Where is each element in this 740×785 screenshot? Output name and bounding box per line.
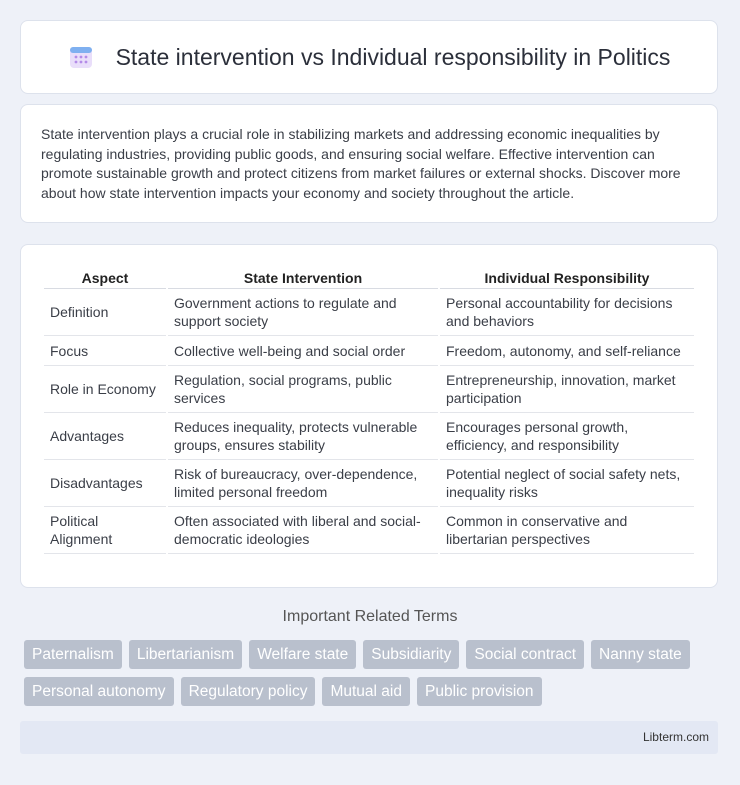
calendar-icon <box>68 44 94 70</box>
cell-state: Often associated with liberal and social-democratic ideologies <box>168 507 438 554</box>
tag-public-provision[interactable]: Public provision <box>417 677 542 706</box>
related-terms-list <box>24 640 724 706</box>
table-row <box>44 507 694 554</box>
cell-individual: Personal accountability for decisions and behaviors <box>440 289 694 336</box>
cell-aspect: Political Alignment <box>44 507 166 554</box>
table-row <box>44 289 694 336</box>
footer <box>20 721 718 754</box>
table-row <box>44 413 694 460</box>
tag-personal-autonomy[interactable]: Personal autonomy <box>24 677 174 706</box>
page-title: State intervention vs Individual responsibility in Politics <box>115 43 671 70</box>
cell-state: Collective well-being and social order <box>168 336 438 366</box>
cell-individual: Freedom, autonomy, and self-reliance <box>440 336 694 366</box>
header-state-intervention: State Intervention <box>168 263 438 289</box>
header-individual-responsibility: Individual Responsibility <box>440 263 694 289</box>
cell-aspect: Disadvantages <box>44 460 166 507</box>
tag-subsidiarity[interactable]: Subsidiarity <box>363 640 459 669</box>
tag-mutual-aid[interactable]: Mutual aid <box>322 677 410 706</box>
tag-regulatory-policy[interactable]: Regulatory policy <box>181 677 316 706</box>
tag-social-contract[interactable]: Social contract <box>466 640 584 669</box>
table-row <box>44 366 694 413</box>
cell-individual: Common in conservative and libertarian perspectives <box>440 507 694 554</box>
cell-state: Reduces inequality, protects vulnerable groups, ensures stability <box>168 413 438 460</box>
header-card <box>20 20 718 94</box>
cell-aspect: Advantages <box>44 413 166 460</box>
tag-libertarianism[interactable]: Libertarianism <box>129 640 242 669</box>
cell-individual: Encourages personal growth, efficiency, and responsibility <box>440 413 694 460</box>
cell-aspect: Role in Economy <box>44 366 166 413</box>
related-terms-title: Important Related Terms <box>282 608 458 625</box>
cell-individual: Potential neglect of social safety nets, inequality risks <box>440 460 694 507</box>
table-row <box>44 336 694 366</box>
tag-nanny-state[interactable]: Nanny state <box>591 640 690 669</box>
cell-state: Government actions to regulate and support society <box>168 289 438 336</box>
footer-site-link[interactable]: Libterm.com <box>642 730 709 744</box>
cell-aspect: Definition <box>44 289 166 336</box>
cell-state: Risk of bureaucracy, over-dependence, limited personal freedom <box>168 460 438 507</box>
header-aspect: Aspect <box>44 263 166 289</box>
table-row <box>44 460 694 507</box>
tag-paternalism[interactable]: Paternalism <box>24 640 122 669</box>
comparison-table <box>42 263 696 554</box>
cell-individual: Entrepreneurship, innovation, market participation <box>440 366 694 413</box>
cell-aspect: Focus <box>44 336 166 366</box>
tag-welfare-state[interactable]: Welfare state <box>249 640 356 669</box>
intro-card <box>20 104 718 223</box>
cell-state: Regulation, social programs, public services <box>168 366 438 413</box>
intro-text: State intervention plays a crucial role in stabilizing markets and addressing economic inequalities by regulating industries, providing public goods, and ensuring social welfare. Effective intervention can promote sustainable growth and protect citizens from market failures or external shocks. Discover more about how state intervention impacts your economy and society throughout the article. <box>41 126 681 201</box>
comparison-table-card <box>20 244 718 588</box>
